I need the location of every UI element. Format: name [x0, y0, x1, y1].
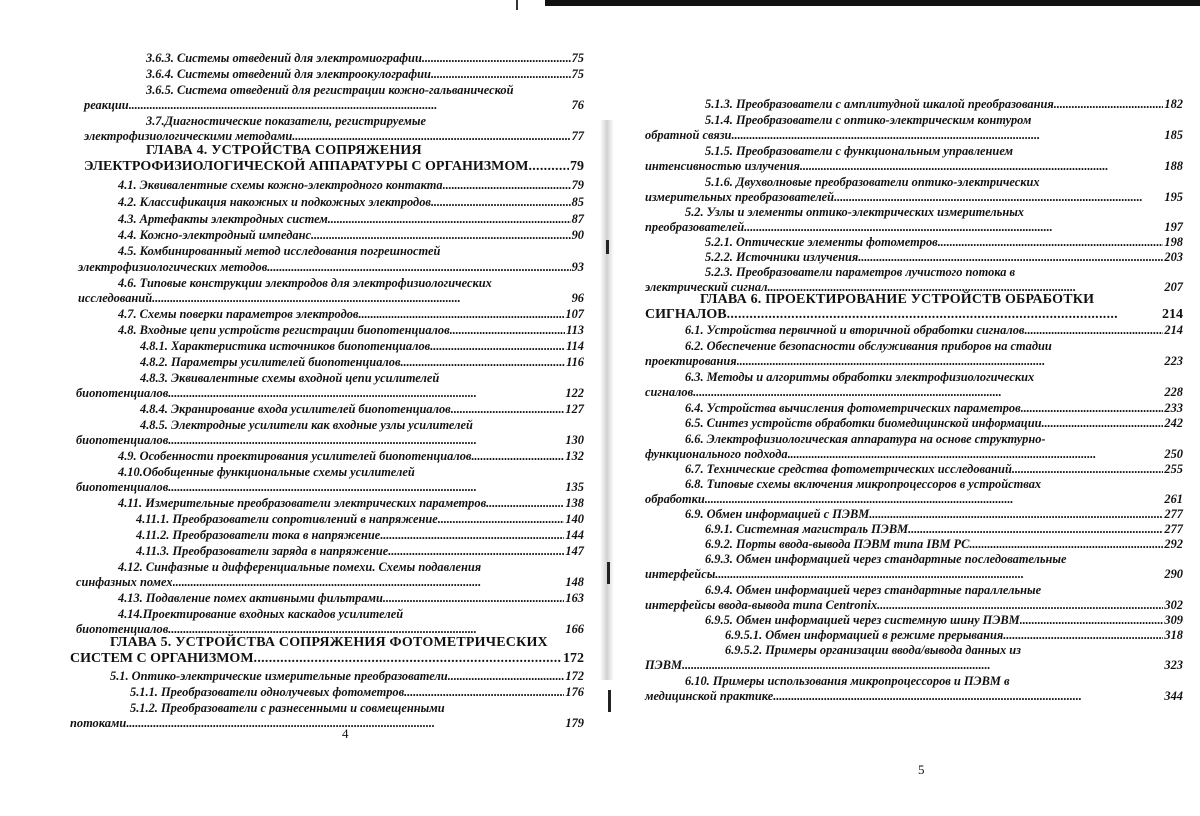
toc-entry: 6.1. Устройства первичной и вторичной обработки сигналов . . . 214: [685, 323, 1183, 337]
toc-entry-continuation: функционального подхода . . . 250: [645, 447, 1183, 461]
toc-entry: 4.13. Подавление помех активными фильтрами . . . 163: [118, 591, 584, 605]
toc-entry-continuation: измерительных преобразователей . . . 195: [645, 190, 1183, 204]
chapter-heading: ГЛАВА 5. УСТРОЙСТВА СОПРЯЖЕНИЯ ФОТОМЕТРИЧЕСКИХ: [110, 635, 548, 650]
toc-entry: 4.11.3. Преобразователи заряда в напряжение . . . 147: [136, 544, 584, 558]
toc-entry: 5.1.6. Двухволновые преобразователи оптико-электрических: [705, 175, 1040, 189]
toc-entry: 4.11.1. Преобразователи сопротивлений в напряжение . . . 140: [136, 512, 584, 526]
toc-entry: 5.2.3. Преобразователи параметров лучистого потока в: [705, 265, 1016, 279]
toc-entry-continuation: ПЭВМ . . . 323: [645, 658, 1183, 672]
toc-entry-continuation: обратной связи . . . 185: [645, 128, 1183, 142]
toc-entry: 4.14.Проектирование входных каскадов усилителей: [118, 607, 404, 621]
toc-entry: 4.6. Типовые конструкции электродов для электрофизиологических: [118, 276, 492, 290]
toc-entry-continuation: потоками . . . 179: [70, 716, 584, 730]
toc-entry-continuation: интерфейсы ввода-вывода типа Centronix . . . 302: [645, 598, 1183, 612]
toc-entry-continuation: медицинской практике . . . 344: [645, 689, 1183, 703]
toc-entry: 6.8. Типовые схемы включения микропроцессоров в устройствах: [685, 477, 1042, 491]
toc-entry-continuation: интерфейсы . . . 290: [645, 567, 1183, 581]
toc-entry-continuation: электрофизиологическими методами . . . 77: [84, 129, 584, 143]
toc-entry: 4.1. Эквивалентные схемы кожно-электродного контакта . . . 79: [118, 178, 584, 192]
toc-entry-continuation: биопотенциалов . . . 135: [76, 480, 584, 494]
chapter-heading: ГЛАВА 4. УСТРОЙСТВА СОПРЯЖЕНИЯ: [146, 143, 422, 158]
toc-entry: 4.8.5. Электродные усилители как входные узлы усилителей: [140, 418, 473, 432]
toc-entry: 6.9.1. Системная магистраль ПЭВМ . . . 277: [705, 522, 1183, 536]
toc-entry: 6.6. Электрофизиологическая аппаратура на основе структурно-: [685, 432, 1046, 446]
toc-entry: 5.2. Узлы и элементы оптико-электрических измерительных: [685, 205, 1025, 219]
toc-entry: 5.1.2. Преобразователи с разнесенными и совмещенными: [130, 701, 445, 715]
toc-entry-continuation: проектирования . . . 223: [645, 354, 1183, 368]
toc-entry-continuation: реакции . . . 76: [84, 98, 584, 112]
toc-entry: 4.10.Обобщенные функциональные схемы усилителей: [118, 465, 415, 479]
toc-entry: 4.11. Измерительные преобразователи электрических параметров . . . 138: [118, 496, 584, 510]
toc-entry: 6.4. Устройства вычисления фотометрических параметров . . . 233: [685, 401, 1183, 415]
toc-entry: 6.9.5.1. Обмен информацией в режиме прерывания . . . 318: [725, 628, 1183, 642]
toc-entry-continuation: преобразователей . . . 197: [645, 220, 1183, 234]
toc-entry: 5.1.4. Преобразователи с оптико-электрическим контуром: [705, 113, 1032, 127]
toc-entry: 6.5. Синтез устройств обработки биомедицинской информации . . . 242: [685, 416, 1183, 430]
toc-entry: 4.11.2. Преобразователи тока в напряжение . . . 144: [136, 528, 584, 542]
chapter-heading: СИГНАЛОВ . . . 214: [645, 308, 1183, 322]
toc-entry: 4.3. Артефакты электродных систем . . . 87: [118, 212, 584, 226]
toc-entry: 6.3. Методы и алгоритмы обработки электрофизиологических: [685, 370, 1035, 384]
toc-entry: 6.9. Обмен информацией с ПЭВМ . . . 277: [685, 507, 1183, 521]
toc-entry: 4.12. Синфазные и дифференциальные помехи. Схемы подавления: [118, 560, 482, 574]
toc-entry-continuation: электрофизиологических методов . . . 93: [78, 260, 584, 274]
page-number: 4: [342, 726, 349, 741]
toc-entry: 6.7. Технические средства фотометрических исследований . . . 255: [685, 462, 1183, 476]
toc-entry-continuation: сигналов . . . 228: [645, 385, 1183, 399]
toc-entry: 6.10. Примеры использования микропроцессоров и ПЭВМ в: [685, 674, 1010, 688]
toc-entry-continuation: электрический сигнал . . . 207: [645, 280, 1183, 294]
toc-entry: 4.8.2. Параметры усилителей биопотенциалов . . . 116: [140, 355, 584, 369]
toc-entry-continuation: биопотенциалов . . . 130: [76, 433, 584, 447]
toc-entry-continuation: синфазных помех . . . 148: [76, 575, 584, 589]
toc-entry: 5.1.3. Преобразователи с амплитудной шкалой преобразования . . . 182: [705, 97, 1183, 111]
right-page: [605, 0, 1200, 816]
toc-entry: 5.2.1. Оптические элементы фотометров . . . 198: [705, 235, 1183, 249]
toc-entry: 4.8. Входные цепи устройств регистрации биопотенциалов . . . 113: [118, 323, 584, 337]
toc-entry: 5.1.5. Преобразователи с функциональным управлением: [705, 144, 1014, 158]
chapter-heading: ЭЛЕКТРОФИЗИОЛОГИЧЕСКОЙ АППАРАТУРЫ С ОРГАНИЗМОМ . . . 79: [84, 160, 584, 174]
toc-entry-continuation: биопотенциалов . . . 122: [76, 386, 584, 400]
toc-entry: 6.9.3. Обмен информацией через стандартные последовательные: [705, 552, 1067, 566]
toc-entry-continuation: интенсивностью излучения . . . 188: [645, 159, 1183, 173]
toc-entry: 4.2. Классификация накожных и подкожных электродов . . . 85: [118, 195, 584, 209]
toc-entry: 3.6.5. Система отведений для регистрации кожно-гальванической: [146, 83, 514, 97]
chapter-heading: ГЛАВА 6. ПРОЕКТИРОВАНИЕ УСТРОЙСТВ ОБРАБОТКИ: [700, 292, 1095, 307]
toc-entry: 4.7. Схемы поверки параметров электродов . . . 107: [118, 307, 584, 321]
chapter-heading: СИСТЕМ С ОРГАНИЗМОМ . . . 172: [70, 652, 584, 666]
toc-entry: 4.8.1. Характеристика источников биопотенциалов . . . 114: [140, 339, 584, 353]
toc-entry: 4.4. Кожно-электродный импеданс . . . 90: [118, 228, 584, 242]
toc-entry: 6.9.5. Обмен информацией через системную шину ПЭВМ . . . 309: [705, 613, 1183, 627]
toc-entry-continuation: исследований . . . 96: [78, 291, 584, 305]
toc-entry: 4.8.4. Экранирование входа усилителей биопотенциалов . . . 127: [140, 402, 584, 416]
toc-entry: 6.9.4. Обмен информацией через стандартные параллельные: [705, 583, 1042, 597]
toc-entry: 4.5. Комбинированный метод исследования погрешностей: [118, 244, 441, 258]
toc-entry: 6.9.5.2. Примеры организации ввода/вывода данных из: [725, 643, 1022, 657]
toc-entry-continuation: биопотенциалов . . . 166: [76, 622, 584, 636]
toc-entry: 5.1.1. Преобразователи однолучевых фотометров . . . 176: [130, 685, 584, 699]
toc-entry: 3.6.3. Системы отведений для электромиографии . . . 75: [146, 51, 584, 65]
toc-entry: 4.9. Особенности проектирования усилителей биопотенциалов . . . 132: [118, 449, 584, 463]
toc-entry: 5.1. Оптико-электрические измерительные преобразователи . . . 172: [110, 669, 584, 683]
toc-entry: 3.7.Диагностические показатели, регистрируемые: [146, 114, 427, 128]
toc-entry: 4.8.3. Эквивалентные схемы входной цепи усилителей: [140, 371, 440, 385]
page-number: 5: [918, 762, 925, 777]
toc-entry: 6.9.2. Порты ввода-вывода ПЭВМ типа IBM PC . . . 292: [705, 537, 1183, 551]
toc-entry: 6.2. Обеспечение безопасности обслуживания приборов на стадии: [685, 339, 1052, 353]
toc-entry: 5.2.2. Источники излучения . . . 203: [705, 250, 1183, 264]
toc-entry-continuation: обработки . . . 261: [645, 492, 1183, 506]
toc-entry: 3.6.4. Системы отведений для электроокулографии . . . 75: [146, 67, 584, 81]
